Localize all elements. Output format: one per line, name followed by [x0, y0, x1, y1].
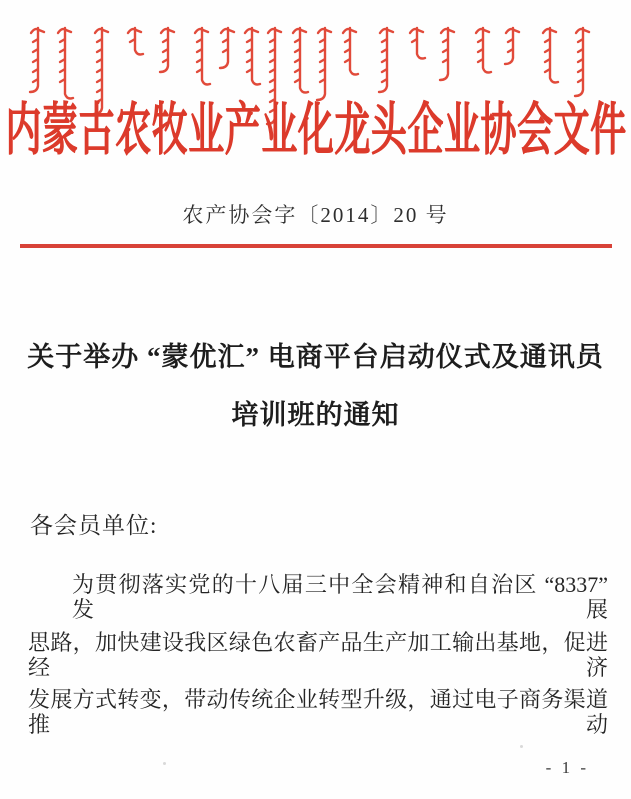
red-divider-line [20, 244, 612, 248]
notice-title-line1: 关于举办 “蒙优汇” 电商平台启动仪式及通讯员 [27, 342, 604, 372]
paragraph-line: 为贯彻落实党的十八届三中全会精神和自治区 “8337” 发展 [72, 572, 608, 623]
scan-artifact-dot [520, 745, 523, 748]
paragraph-line: 发展方式转变，带动传统企业转型升级，通过电子商务渠道推动 [28, 687, 608, 738]
paragraph-line: 思路，加快建设我区绿色农畜产品生产加工输出基地，促进经济 [28, 630, 608, 681]
scan-artifact-dot [163, 762, 166, 765]
salutation: 各会员单位: [30, 513, 158, 538]
document-number: 农产协会字〔2014〕20 号 [182, 203, 449, 227]
document-org-title: 内蒙古农牧业产业化龙头企业协会文件 [4, 99, 627, 162]
notice-title-line2: 培训班的通知 [231, 400, 400, 430]
page-number: - 1 - [545, 758, 589, 777]
mongolian-script-header [0, 24, 631, 126]
